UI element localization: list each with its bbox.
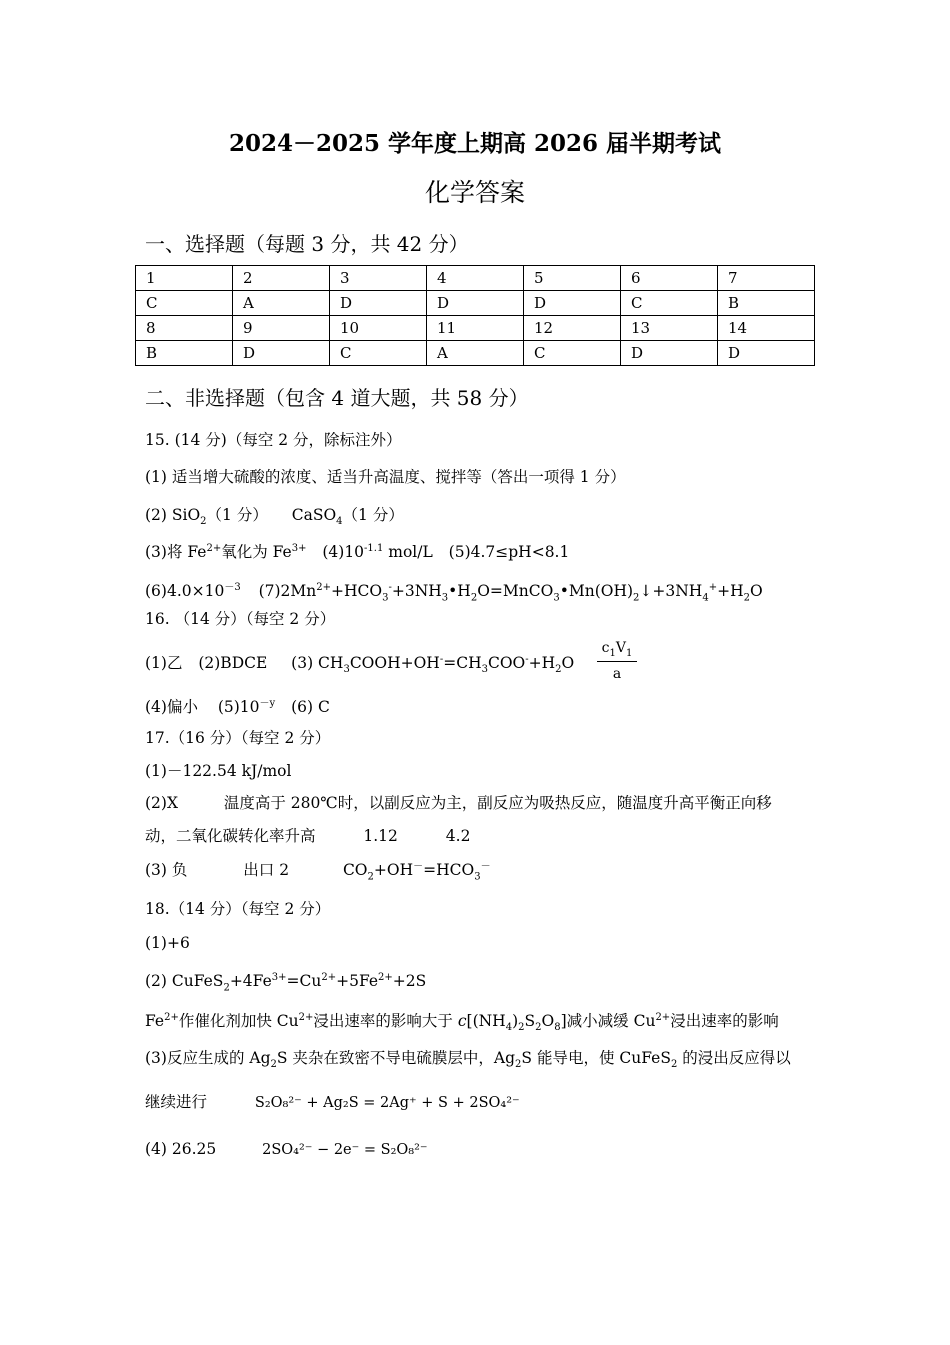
table-cell: 3	[330, 266, 427, 291]
table-cell: 4	[427, 266, 524, 291]
q16-header: 16. （14 分）（每空 2 分）	[145, 610, 336, 628]
table-cell: 2	[233, 266, 330, 291]
q18-part1: (1)+6	[145, 934, 190, 952]
table-cell: D	[524, 291, 621, 316]
q15-part2: (2) SiO$_2$（1 分） CaSO$_4$（1 分）	[145, 506, 404, 528]
q15-header: 15. (14 分)（每空 2 分，除标注外）	[145, 431, 402, 449]
table-row	[136, 316, 815, 341]
table-cell: D	[233, 341, 330, 366]
table-cell: 9	[233, 316, 330, 341]
table-cell: C	[524, 341, 621, 366]
q18-header: 18.（14 分）（每空 2 分）	[145, 900, 331, 918]
table-row	[136, 266, 815, 291]
table-cell: B	[136, 341, 233, 366]
table-cell: 7	[718, 266, 815, 291]
table-cell: 14	[718, 316, 815, 341]
q18-part3: (3)反应生成的 $Ag_2S$ 夹杂在致密不导电硫膜层中，$Ag_2S$ 能导电，使 CuFeS$_2$ 的浸出反应得以	[145, 1049, 791, 1071]
q15-part3: (3)将 $Fe^{2+}$氧化为 $Fe^{3+}$ $(4)10^{-1.1}$ mol/L (5)4.7≤pH<8.1	[145, 542, 570, 561]
table-cell: 8	[136, 316, 233, 341]
table-cell: D	[621, 341, 718, 366]
table-cell: 12	[524, 316, 621, 341]
page-title: 2024－2025 学年度上期高 2026 届半期考试	[228, 130, 722, 157]
section2-heading: 二、非选择题（包含 4 道大题，共 58 分）	[145, 386, 529, 410]
table-cell: D	[427, 291, 524, 316]
table-cell: 5	[524, 266, 621, 291]
q16-part1: (1)乙 (2)BDCE (3) $CH_3COOH+OH^-=CH_3COO^-+H_2O$	[145, 653, 575, 676]
q18-equation-1: S₂O₈²⁻ + Ag₂S = 2Ag⁺ + S + 2SO₄²⁻	[254, 1095, 520, 1111]
q17-part2-cont: 动，二氧化碳转化率升高 1.12 4.2	[145, 827, 471, 845]
q16-part2: (4)偏小 $(5)10^{-y}$ (6) C	[145, 698, 330, 717]
q18-part3-cont: 继续进行 S₂O₈²⁻ + Ag₂S = 2Ag⁺ + S + 2SO₄²⁻	[145, 1093, 520, 1111]
table-cell: D	[718, 341, 815, 366]
q15-part1: (1) 适当增大硫酸的浓度、适当升高温度、搅拌等（答出一项得 1 分）	[145, 468, 626, 486]
q18-part4: (4) 26.25 2SO₄²⁻ − 2e⁻ = S₂O₈²⁻	[145, 1140, 428, 1158]
table-cell: 6	[621, 266, 718, 291]
table-cell: B	[718, 291, 815, 316]
q18-equation-2: 2SO₄²⁻ − 2e⁻ = S₂O₈²⁻	[262, 1142, 428, 1158]
q18-part2-cont: $Fe^{2+}$作催化剂加快 $Cu^{2+}$浸出速率的影响大于 $c[(NH_4)_2S_2O_8]$减小减缓 $Cu^{2+}$浸出速率的影响	[145, 1011, 779, 1034]
page-subtitle: 化学答案	[424, 178, 525, 207]
q17-header: 17.（16 分）（每空 2 分）	[145, 729, 331, 747]
q17-part2: (2)X 温度高于 280℃时，以副反应为主，副反应为吸热反应，随温度升高平衡正向移	[145, 794, 772, 812]
table-cell: A	[427, 341, 524, 366]
table-cell: C	[621, 291, 718, 316]
table-row	[136, 341, 815, 366]
q18-part2: (2) $CuFeS_2+4Fe^{3+}=Cu^{2+}+5Fe^{2+}+2S$	[145, 972, 427, 994]
table-cell: 11	[427, 316, 524, 341]
answer-table	[135, 265, 815, 366]
table-cell: 13	[621, 316, 718, 341]
table-cell: 10	[330, 316, 427, 341]
q17-part1: (1)－122.54 kJ/mol	[145, 762, 292, 780]
q17-part3: (3) 负 出口 2 $CO_2+OH^-=HCO_3^-$	[145, 861, 491, 883]
table-cell: C	[136, 291, 233, 316]
table-cell: A	[233, 291, 330, 316]
table-row	[136, 291, 815, 316]
table-cell: 1	[136, 266, 233, 291]
table-cell: D	[330, 291, 427, 316]
q16-fraction: $\frac{c_1V_1}{a}$	[597, 640, 637, 682]
section1-heading: 一、选择题（每题 3 分，共 42 分）	[145, 232, 469, 256]
table-cell: C	[330, 341, 427, 366]
q15-part6: $(6)4.0\times 10^{-3}$ $(7)2Mn^{2+}+HCO_3^-+3NH_3•H_2O=MnCO_3•Mn(OH)_2↓+3NH_4^++H_2O$	[145, 582, 763, 604]
